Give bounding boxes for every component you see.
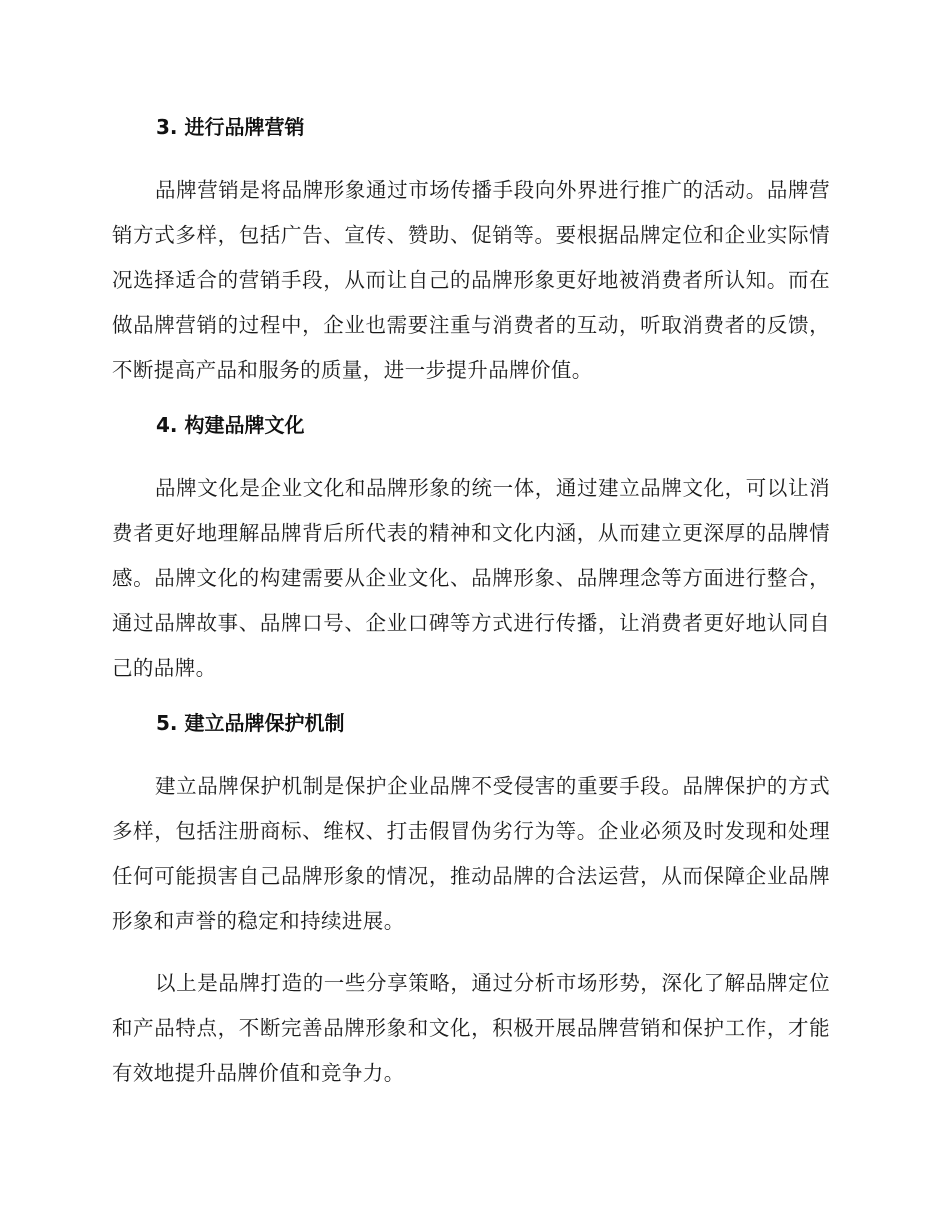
section-heading-3: 3. 进行品牌营销 bbox=[156, 115, 305, 139]
section-paragraph-4: 品牌文化是企业文化和品牌形象的统一体，通过建立品牌文化，可以让消费者更好地理解品牌背后所代表的精神和文化内涵，从而建立更深厚的品牌情感。品牌文化的构建需要从企业文化、品牌形象、品牌理念等方面进行整合，通过品牌故事、品牌口号、企业口碑等方式进行传播，让消费者更好地认同自己的品牌。 bbox=[112, 476, 830, 680]
document-body bbox=[112, 112, 830, 1113]
section-heading-4: 4. 构建品牌文化 bbox=[156, 413, 305, 437]
section-heading-5: 5. 建立品牌保护机制 bbox=[156, 711, 345, 735]
section-paragraph-5: 建立品牌保护机制是保护企业品牌不受侵害的重要手段。品牌保护的方式多样，包括注册商标、维权、打击假冒伪劣行为等。企业必须及时发现和处理任何可能损害自己品牌形象的情况，推动品牌的合法运营，从而保障企业品牌形象和声誉的稳定和持续进展。 bbox=[112, 774, 830, 933]
section-paragraph-3: 品牌营销是将品牌形象通过市场传播手段向外界进行推广的活动。品牌营销方式多样，包括广告、宣传、赞助、促销等。要根据品牌定位和企业实际情况选择适合的营销手段，从而让自己的品牌形象更好地被消费者所认知。而在做品牌营销的过程中，企业也需要注重与消费者的互动，听取消费者的反馈，不断提高产品和服务的质量，进一步提升品牌价值。 bbox=[112, 178, 830, 382]
conclusion-paragraph: 以上是品牌打造的一些分享策略，通过分析市场形势，深化了解品牌定位和产品特点，不断完善品牌形象和文化，积极开展品牌营销和保护工作，才能有效地提升品牌价值和竞争力。 bbox=[112, 971, 830, 1085]
